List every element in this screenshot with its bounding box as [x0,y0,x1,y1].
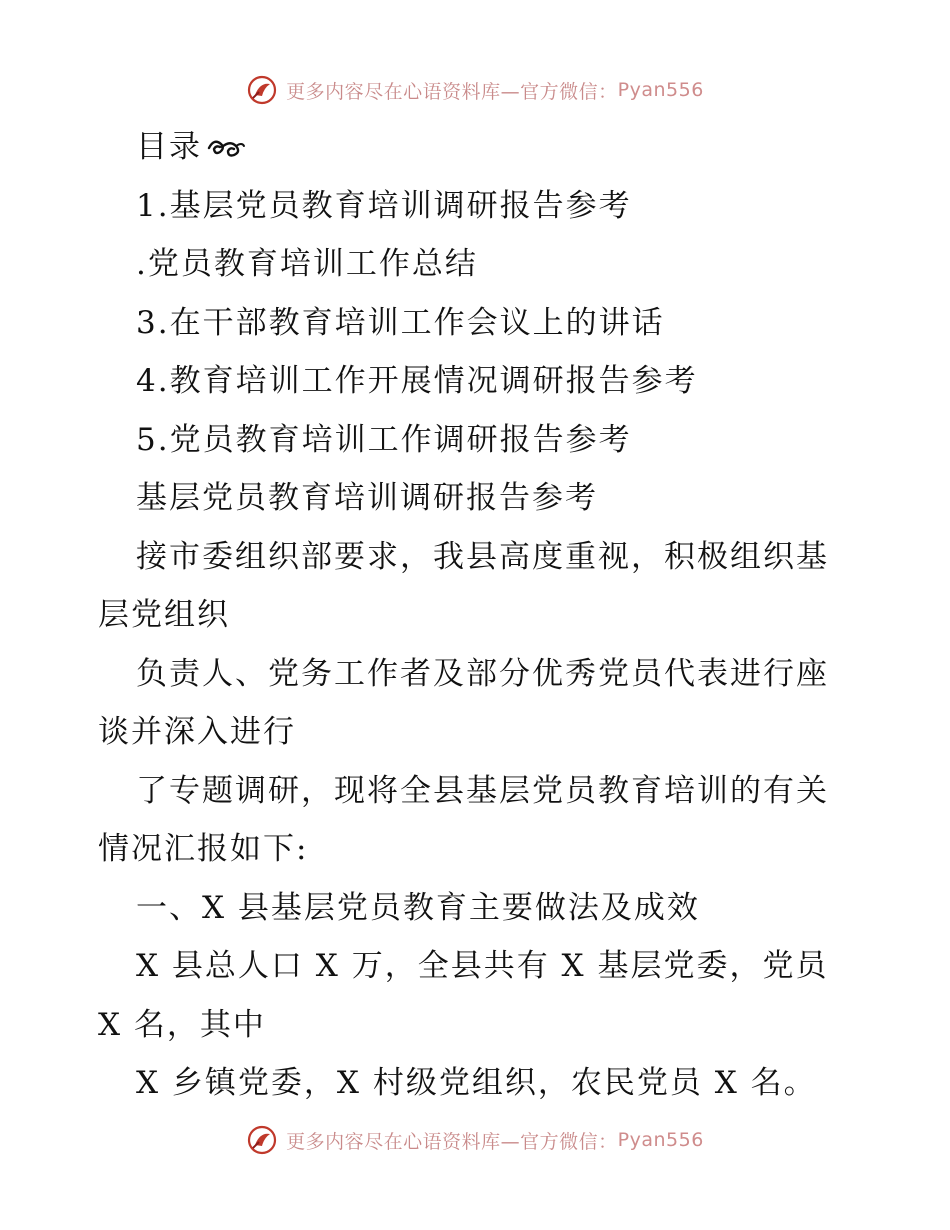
section-heading: 基层党员教育培训调研报告参考 [136,480,598,516]
toc-item: 3.在干部教育培训工作会议上的讲话 [136,304,665,341]
paragraph: 负责人、党务工作者及部分优秀党员代表进行座谈并深入进行 [98,655,829,750]
toc-item: .党员教育培训工作总结 [136,246,478,282]
subsection-heading: 一、X 县基层党员教育主要做法及成效 [136,889,700,926]
watermark-text: 更多内容尽在心语资料库—官方微信： [286,1130,618,1153]
watermark-text: 更多内容尽在心语资料库—官方微信： [286,80,618,103]
paragraph: X 乡镇党委，X 村级党组织，农民党员 X 名。 [136,1065,817,1101]
paragraph: 接市委组织部要求，我县高度重视，积极组织基层党组织 [98,538,829,633]
toc-item: 1.基层党员教育培训调研报告参考 [136,187,632,224]
watermark-logo-icon [246,74,278,106]
header-watermark [0,70,950,110]
paragraph: X 县总人口 X 万，全县共有 X 基层党委，党员 X 名，其中 [98,948,829,1043]
toc-item: 4.教育培训工作开展情况调研报告参考 [136,363,698,399]
toc-title: 目录 [136,129,202,165]
paragraph: 了专题调研，现将全县基层党员教育培训的有关情况汇报如下: [98,772,829,867]
document-content [98,118,858,1113]
watermark-wechat-id: Pyan556 [617,1129,704,1151]
watermark-wechat-id: Pyan556 [617,79,704,101]
toc-item: 5.党员教育培训工作调研报告参考 [136,421,632,458]
flourish-icon [206,134,246,160]
toc-heading [98,118,858,177]
footer-watermark [0,1120,950,1160]
watermark-logo-icon [246,1124,278,1156]
